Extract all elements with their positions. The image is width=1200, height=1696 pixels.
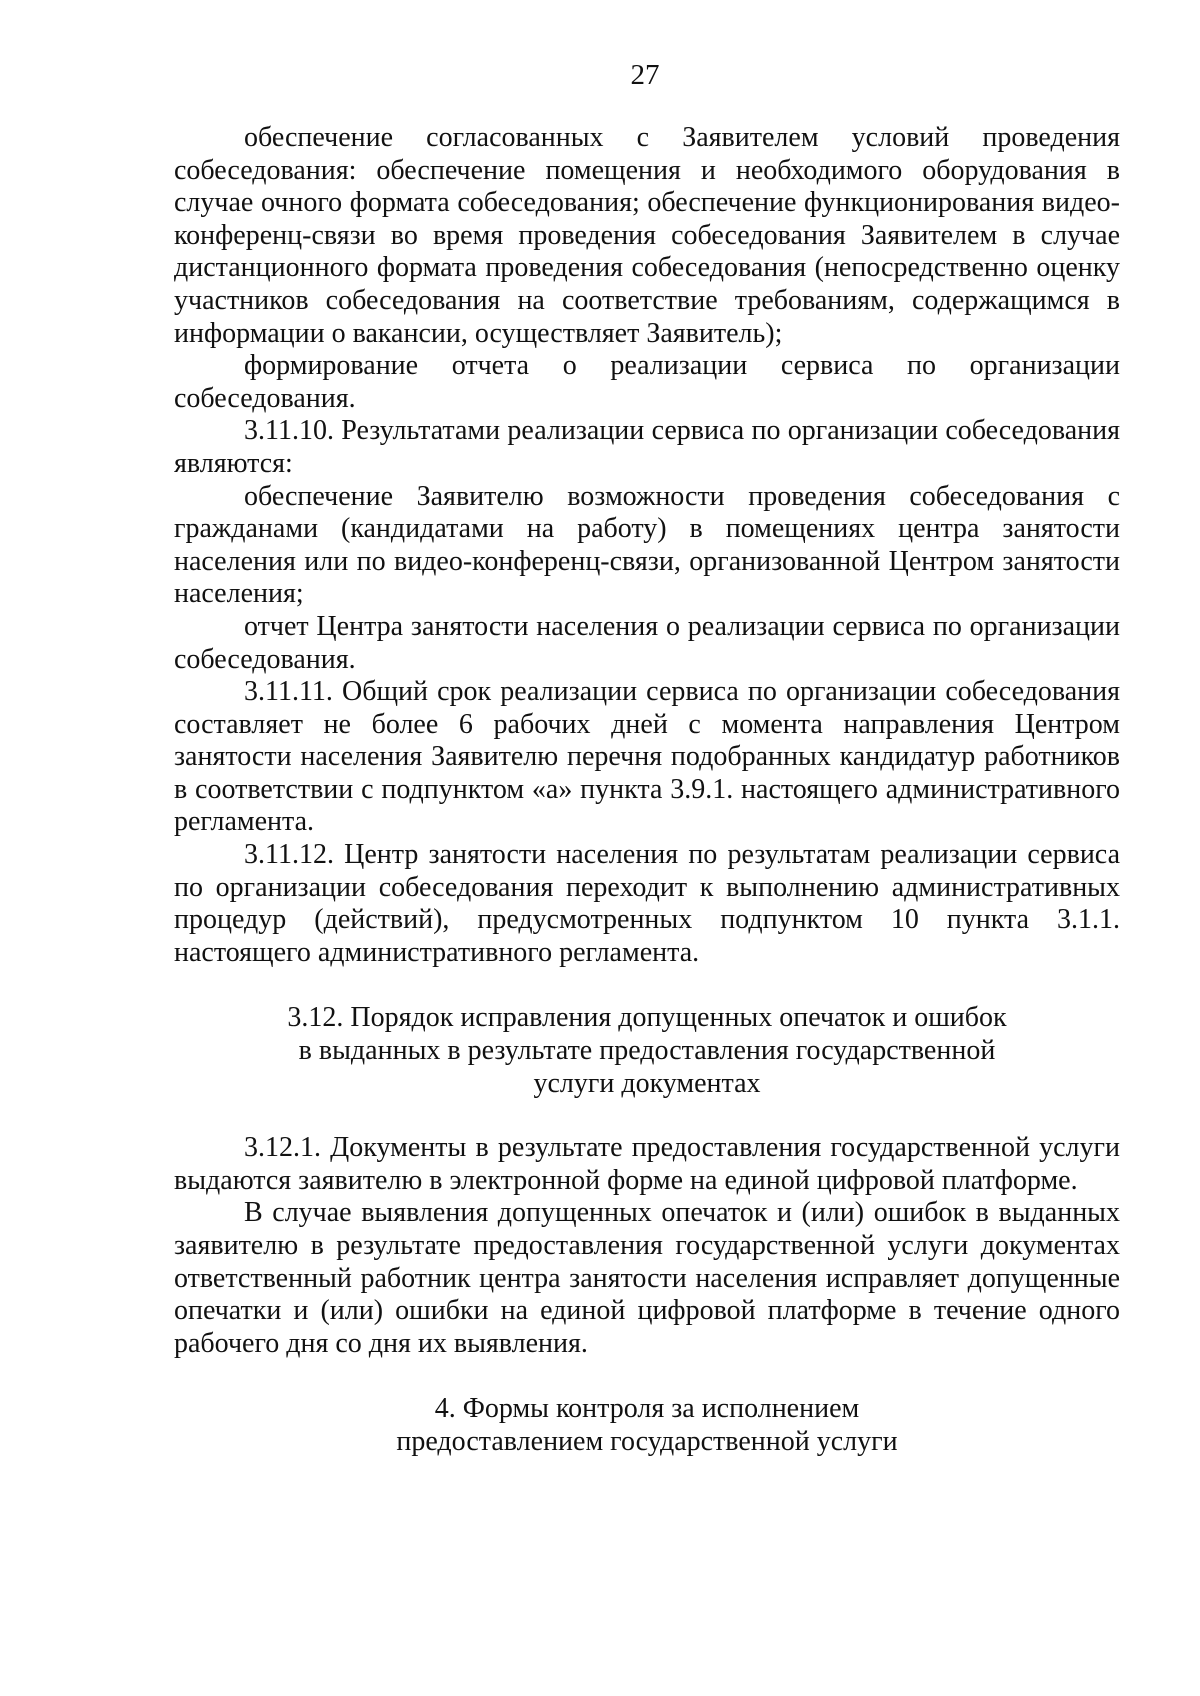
- heading-line: в выданных в результате предоставления государственной: [298, 1035, 996, 1067]
- document-body: [174, 122, 1120, 1459]
- paragraph: обеспечение Заявителю возможности проведения собеседования с гражданами (кандидатами на работу) в помещениях центра занятости населения или по видео-конференц-связи, организованной Центром занятости населения;: [174, 480, 1120, 610]
- paragraph: В случае выявления допущенных опечаток и (или) ошибок в выданных заявителю в результате предоставления государственной услуги документах ответственный работник центра занятости населения исправляет допущенные опечатки и (или) ошибки на единой цифровой платформе в течение одного рабочего дня со дня их выявления.: [174, 1197, 1120, 1359]
- heading-line: предоставлением государственной услуги: [396, 1425, 898, 1457]
- paragraph: 3.11.10. Результатами реализации сервиса по организации собеседования являются:: [174, 415, 1120, 479]
- section-heading-3-12: [174, 1002, 1120, 1100]
- heading-line: 3.12. Порядок исправления допущенных опечаток и ошибок: [287, 1002, 1007, 1034]
- section-heading-4: [174, 1393, 1120, 1458]
- paragraph: 3.11.12. Центр занятости населения по результатам реализации сервиса по организации собеседования переходит к выполнению административных процедур (действий), предусмотренных подпунктом 10 пункта 3.1.1. настоящего административного регламента.: [174, 839, 1120, 968]
- paragraph: 3.11.11. Общий срок реализации сервиса по организации собеседования составляет не более 6 рабочих дней с момента направления Центром занятости населения Заявителю перечня подобранных кандидатур работников в соответствии с подпунктом «а» пункта 3.9.1. настоящего административного регламента.: [174, 676, 1120, 838]
- paragraph: отчет Центра занятости населения о реализации сервиса по организации собеседования.: [174, 610, 1120, 675]
- paragraph: 3.12.1. Документы в результате предоставления государственной услуги выдаются заявителю в электронной форме на единой цифровой платформе.: [174, 1132, 1120, 1196]
- page-number: 27: [630, 59, 660, 91]
- paragraph: обеспечение согласованных с Заявителем условий проведения собеседования: обеспечение помещения и необходимого оборудования в случае очного формата собеседования; обеспечение функционирования видео-конференц-связи во время проведения собеседования Заявителем в случае дистанционного формата проведения собеседования (непосредственно оценку участников собеседования на соответствие требованиям, содержащимся в информации о вакансии, осуществляет Заявитель);: [174, 122, 1120, 349]
- paragraph: формирование отчета о реализации сервиса по организации собеседования.: [174, 350, 1120, 414]
- heading-line: услуги документах: [533, 1067, 761, 1099]
- heading-line: 4. Формы контроля за исполнением: [434, 1393, 860, 1425]
